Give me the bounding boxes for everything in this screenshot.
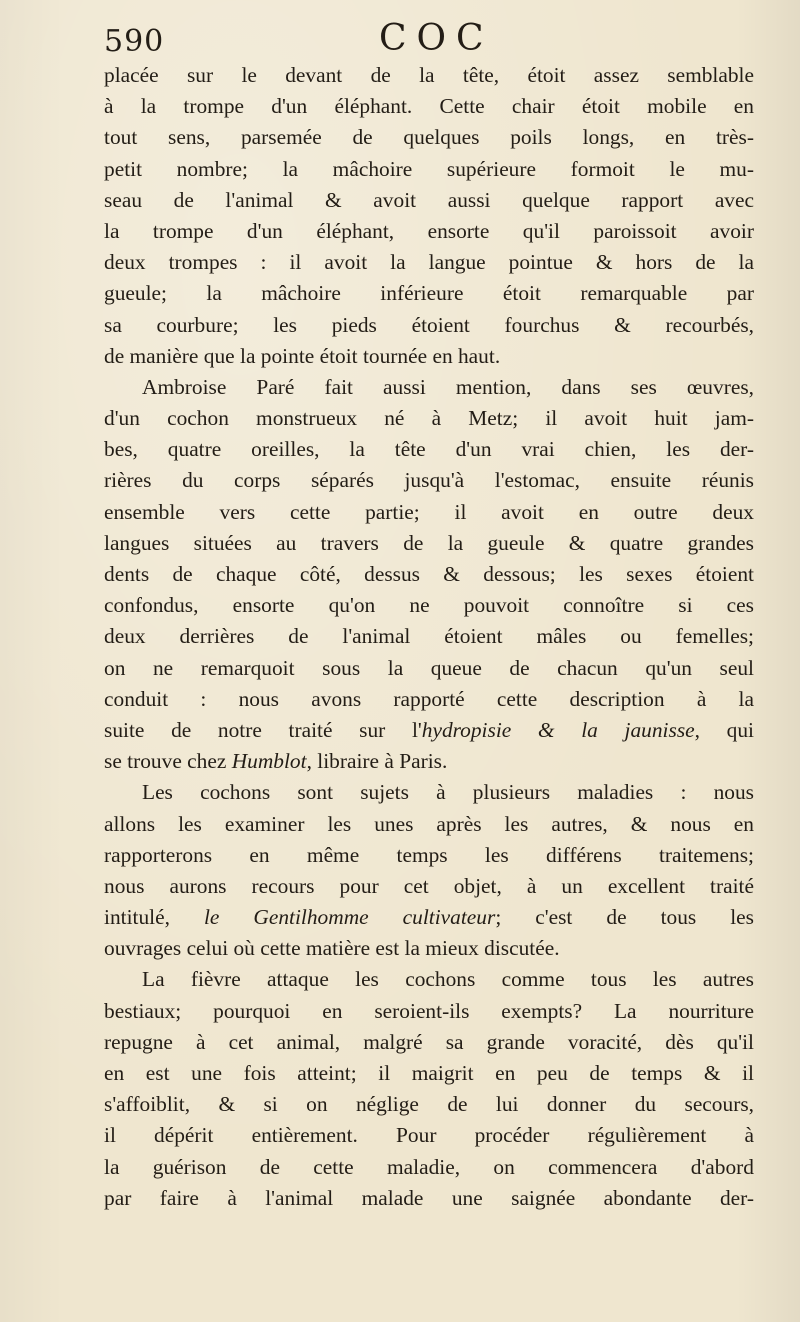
text-line: allons les examiner les unes après les autres, & nous en	[104, 811, 754, 836]
paragraph-start-line: La fièvre attaque les cochons comme tous les autres	[142, 967, 754, 992]
text-line: rières du corps séparés jusqu'à l'estomac, ensuite réunis	[104, 468, 754, 493]
text-segment: , qui	[694, 717, 755, 742]
italic-title: hydropisie & la jaunisse	[421, 717, 695, 742]
text-line: rapporterons en même temps les différens traitemens;	[104, 842, 754, 867]
text-line: placée sur le devant de la tête, étoit assez semblable	[104, 63, 754, 87]
text-line: à la trompe d'un éléphant. Cette chair étoit mobile en	[104, 94, 754, 119]
text-line: conduit : nous avons rapporté cette description à la	[104, 686, 754, 711]
text-line: petit nombre; la mâchoire supérieure formoit le mu-	[104, 156, 754, 181]
page-number: 590	[104, 24, 165, 59]
paragraph-end-line: ouvrages celui où cette matière est la mieux discutée.	[104, 936, 560, 961]
text-line: dents de chaque côté, dessus & dessous; les sexes étoient	[104, 562, 754, 586]
text-line: bestiaux; pourquoi en seroient-ils exempts? La nourriture	[104, 998, 754, 1023]
text-line: par faire à l'animal malade une saignée abondante der-	[104, 1185, 754, 1210]
text-line: bes, quatre oreilles, la tête d'un vrai chien, les der-	[104, 437, 754, 462]
text-line: repugne à cet animal, malgré sa grande voracité, dès qu'il	[104, 1029, 754, 1054]
text-segment: intitulé,	[104, 905, 204, 930]
text-line: il dépérit entièrement. Pour procéder régulièrement à	[104, 1123, 754, 1148]
text-line-with-title	[104, 902, 754, 933]
text-line: s'affoiblit, & si on néglige de lui donner du secours,	[104, 1092, 754, 1117]
text-segment: ; c'est de tous les	[495, 905, 754, 930]
text-line: d'un cochon monstrueux né à Metz; il avoit huit jam-	[104, 406, 754, 431]
body-text	[104, 60, 754, 1214]
text-line: en est une fois atteint; il maigrit en peu de temps & il	[104, 1061, 754, 1085]
italic-publisher: Humblot	[231, 749, 307, 774]
page-header	[104, 14, 754, 62]
paragraph-start-line: Les cochons sont sujets à plusieurs maladies : nous	[142, 780, 754, 805]
text-segment: se trouve chez	[104, 749, 232, 774]
text-line: tout sens, parsemée de quelques poils longs, en très-	[104, 125, 754, 150]
paragraph-start-line: Ambroise Paré fait aussi mention, dans ses œuvres,	[142, 374, 754, 399]
text-line: sa courbure; les pieds étoient fourchus & recourbés,	[104, 312, 754, 337]
text-line: ensemble vers cette partie; il avoit en outre deux	[104, 499, 754, 524]
text-line: on ne remarquoit sous la queue de chacun qu'un seul	[104, 655, 754, 680]
text-line: nous aurons recours pour cet objet, à un excellent traité	[104, 873, 754, 898]
text-line-with-title	[104, 715, 754, 746]
text-line: la guérison de cette maladie, on commencera d'abord	[104, 1154, 754, 1179]
text-line: confondus, ensorte qu'on ne pouvoit connoître si ces	[104, 593, 754, 618]
text-line: deux trompes : il avoit la langue pointue & hors de la	[104, 250, 754, 275]
paragraph-end-line: de manière que la pointe étoit tournée en haut.	[104, 343, 501, 368]
text-segment: suite de notre traité sur l'	[104, 717, 422, 742]
italic-title: le Gentilhomme cultivateur	[203, 905, 496, 930]
text-segment: , libraire à Paris.	[306, 749, 448, 774]
text-line: la trompe d'un éléphant, ensorte qu'il paroissoit avoir	[104, 218, 754, 243]
paragraph-end-line	[104, 746, 754, 777]
text-line: langues situées au travers de la gueule & quatre grandes	[104, 530, 754, 555]
text-line: seau de l'animal & avoit aussi quelque rapport avec	[104, 187, 754, 212]
text-line: gueule; la mâchoire inférieure étoit remarquable par	[104, 281, 754, 306]
text-line: deux derrières de l'animal étoient mâles ou femelles;	[104, 624, 754, 649]
running-head: COC	[379, 18, 494, 59]
